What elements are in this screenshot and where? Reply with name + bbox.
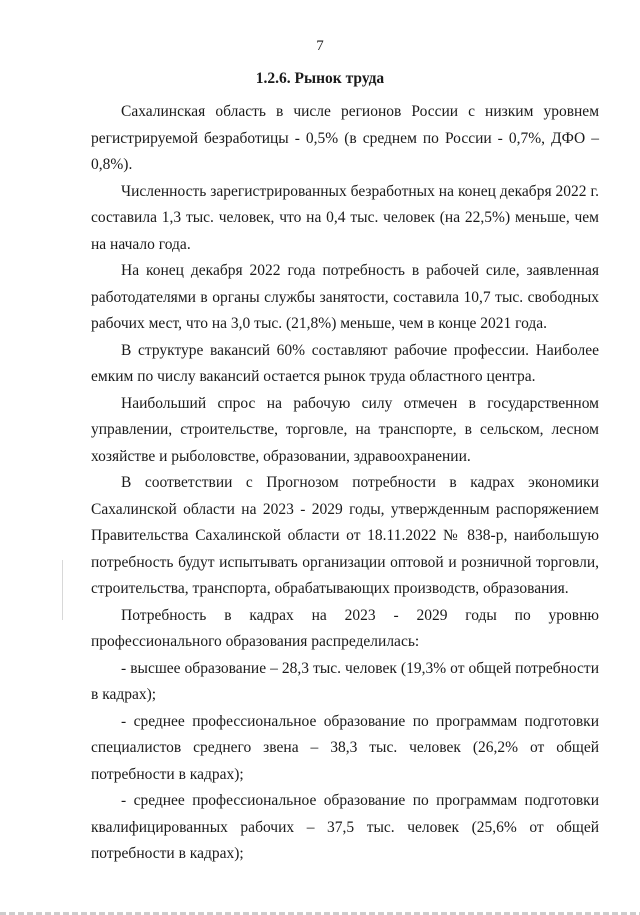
scan-artifact-line <box>62 560 63 620</box>
page-number: 7 <box>316 38 324 54</box>
paragraph-demand-sectors: Наибольший спрос на рабочую силу отмечен в государственном управлении, строительстве, торговле, на транспорте, в сельском, лесном хозяйстве и рыболовстве, образовании, здравоохранении. <box>91 394 599 465</box>
paragraph-forecast: В соответствии с Прогнозом потребности в кадрах экономики Сахалинской области на 2023 - 2029 годы, утвержденным распоряжением Правительства Сахалинской области от 18.11.2022 № 838-р, наибольшую потребность будут испытывать организации оптовой и розничной торговли, строительства, транспорта, обрабатывающих производств, образования. <box>91 474 599 597</box>
body-text <box>91 99 599 868</box>
paragraph-labor-demand: На конец декабря 2022 года потребность в рабочей силе, заявленная работодателями в органы службы занятости, составила 10,7 тыс. свободных рабочих мест, что на 3,0 тыс. (21,8%) меньше, чем в конце 2021 года. <box>91 262 599 332</box>
paragraph-unemployment-rate: Сахалинская область в числе регионов России с низким уровнем регистрируемой безработицы - 0,5% (в среднем по России - 0,7%, ДФО – 0,8%). <box>91 103 599 173</box>
list-item-higher-education: - высшее образование – 28,3 тыс. человек (19,3% от общей потребности в кадрах); <box>91 659 599 703</box>
paragraph-vacancy-structure: В структуре вакансий 60% составляют рабочие профессии. Наиболее емким по числу вакансий остается рынок труда областного центра. <box>91 341 599 385</box>
paragraph-registered-unemployed: Численность зарегистрированных безработных на конец декабря 2022 г. составила 1,3 тыс. человек, что на 0,4 тыс. человек (на 22,5%) меньше, чем на начало года. <box>91 182 599 253</box>
section-heading: 1.2.6. Рынок труда <box>255 70 385 87</box>
paragraph-education-demand: Потребность в кадрах на 2023 - 2029 годы по уровню профессионального образования распределилась: <box>91 606 599 650</box>
list-item-mid-level-specialists: - среднее профессиональное образование по программам подготовки специалистов среднего звена – 38,3 тыс. человек (26,2% от общей потребности в кадрах); <box>91 712 599 783</box>
list-item-skilled-workers: - среднее профессиональное образование по программам подготовки квалифицированных рабочих – 37,5 тыс. человек (25,6% от общей потребности в кадрах); <box>91 792 599 862</box>
